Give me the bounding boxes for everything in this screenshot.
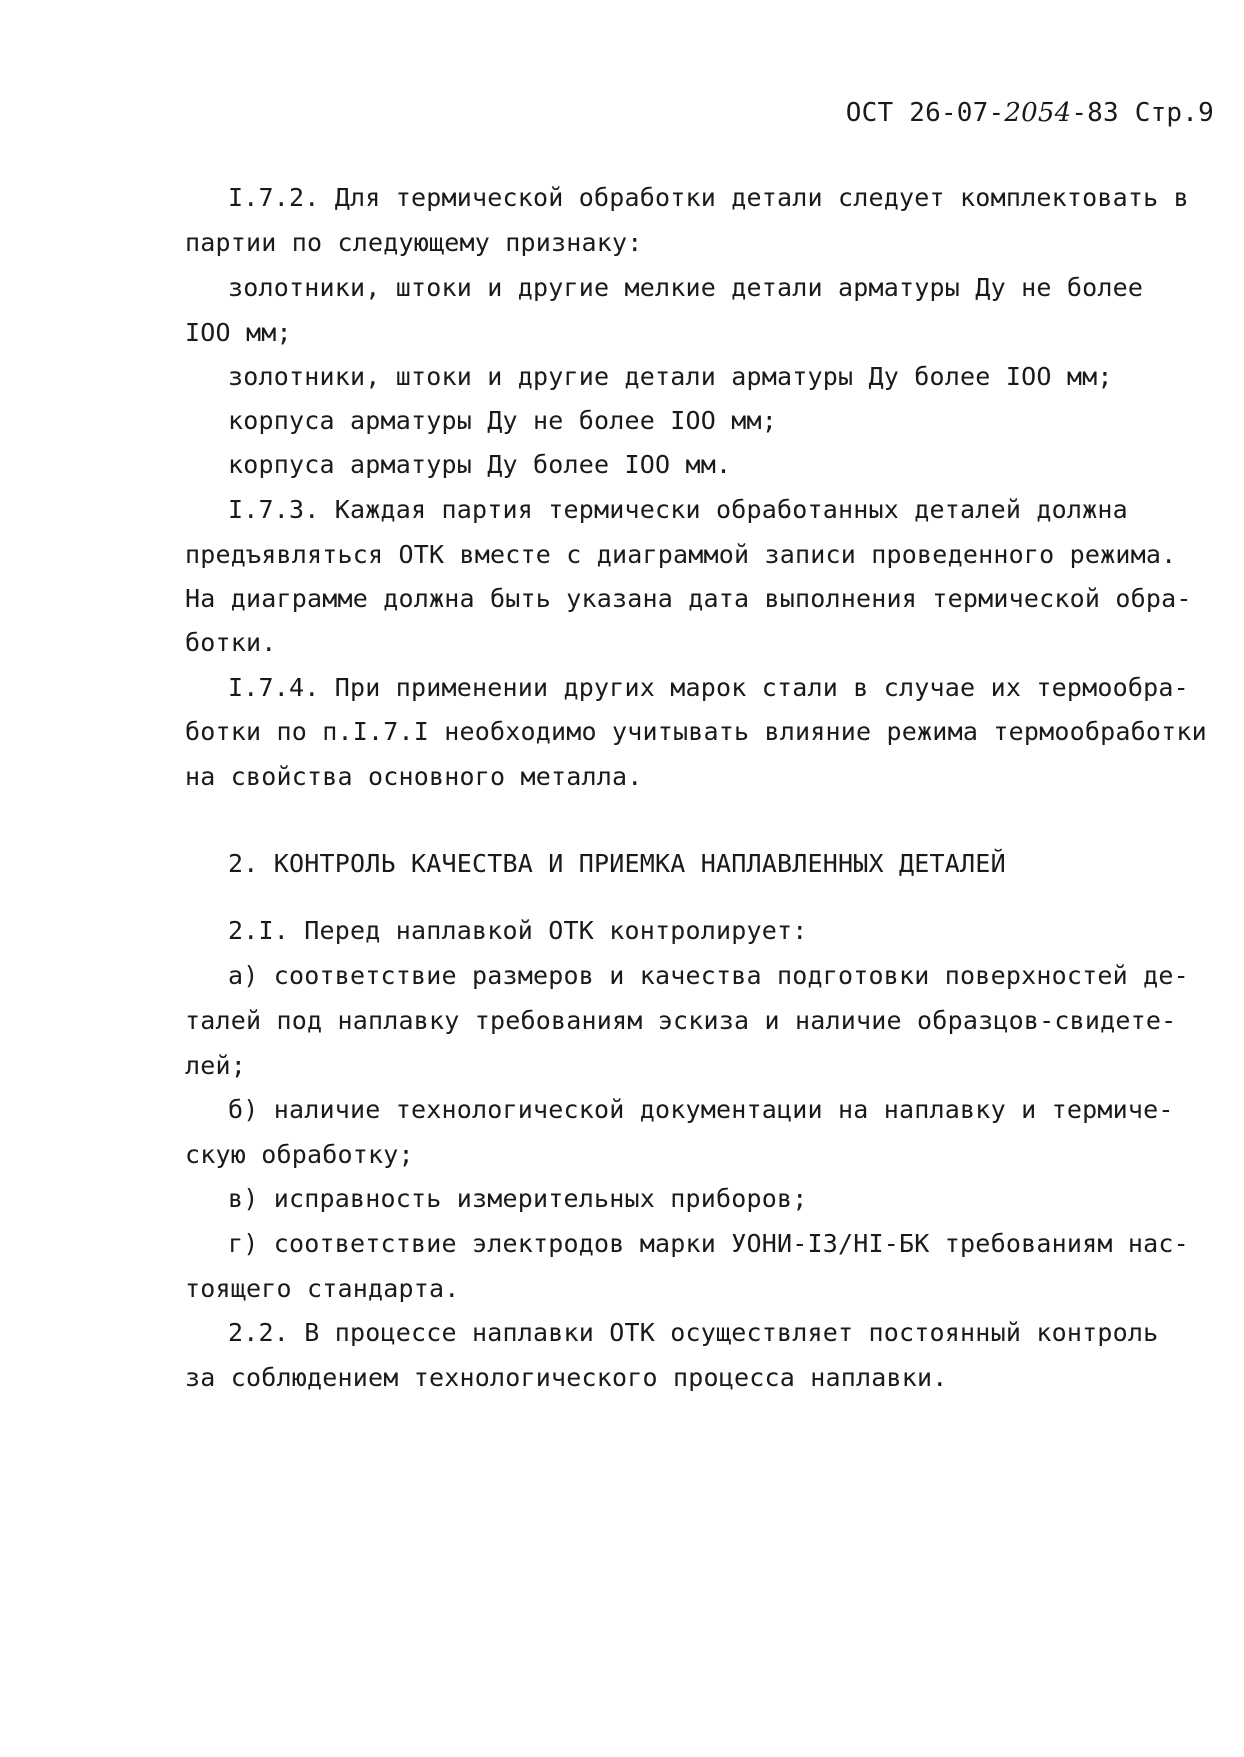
- paragraph-line: на свойства основного металла.: [185, 762, 643, 791]
- paragraph-line: предъявляться ОТК вместе с диаграммой записи проведенного режима.: [185, 540, 1177, 569]
- standard-suffix-page: -83 Стр.9: [1071, 98, 1214, 128]
- paragraph-line: г) соответствие электродов марки УОНИ-I3/HI-БК требованиям нас-: [228, 1229, 1189, 1258]
- paragraph-line: золотники, штоки и другие детали арматуры Ду более IOO мм;: [228, 362, 1113, 391]
- paragraph-line: талей под наплавку требованиям эскиза и наличие образцов-свидете-: [185, 1006, 1177, 1035]
- handwritten-standard-number: 2054: [1004, 98, 1072, 128]
- paragraph-line: за соблюдением технологического процесса наплавки.: [185, 1363, 948, 1392]
- paragraph-line: I.7.2. Для термической обработки детали следует комплектовать в: [228, 183, 1189, 212]
- paragraph-line: а) соответствие размеров и качества подготовки поверхностей де-: [228, 961, 1189, 990]
- section-heading: 2. КОНТРОЛЬ КАЧЕСТВА И ПРИЕМКА НАПЛАВЛЕННЫХ ДЕТАЛЕЙ: [228, 849, 1006, 878]
- paragraph-line: партии по следующему признаку:: [185, 228, 643, 257]
- paragraph-line: скую обработку;: [185, 1140, 414, 1169]
- paragraph-line: корпуса арматуры Ду более IOO мм.: [228, 450, 732, 479]
- paragraph-line: корпуса арматуры Ду не более IOO мм;: [228, 406, 778, 435]
- paragraph-line: IOO мм;: [185, 318, 292, 347]
- paragraph-line: б) наличие технологической документации на наплавку и термиче-: [228, 1095, 1174, 1124]
- paragraph-line: золотники, штоки и другие мелкие детали арматуры Ду не более: [228, 273, 1144, 302]
- paragraph-line: I.7.3. Каждая партия термически обработанных деталей должна: [228, 495, 1128, 524]
- paragraph-line: 2.I. Перед наплавкой ОТК контролирует:: [228, 916, 808, 945]
- paragraph-line: ботки по п.I.7.I необходимо учитывать влияние режима термообработки: [185, 717, 1207, 746]
- paragraph-line: тоящего стандарта.: [185, 1274, 460, 1303]
- paragraph-line: I.7.4. При применении других марок стали в случае их термообра-: [228, 673, 1189, 702]
- paragraph-line: 2.2. В процессе наплавки ОТК осуществляет постоянный контроль: [228, 1318, 1159, 1347]
- paragraph-line: На диаграмме должна быть указана дата выполнения термической обра-: [185, 584, 1192, 613]
- paragraph-line: в) исправность измерительных приборов;: [228, 1184, 808, 1213]
- page-header: [846, 98, 1214, 128]
- paragraph-line: ботки.: [185, 628, 277, 657]
- standard-prefix: ОСТ 26-07-: [845, 98, 1005, 128]
- paragraph-line: лей;: [185, 1051, 247, 1080]
